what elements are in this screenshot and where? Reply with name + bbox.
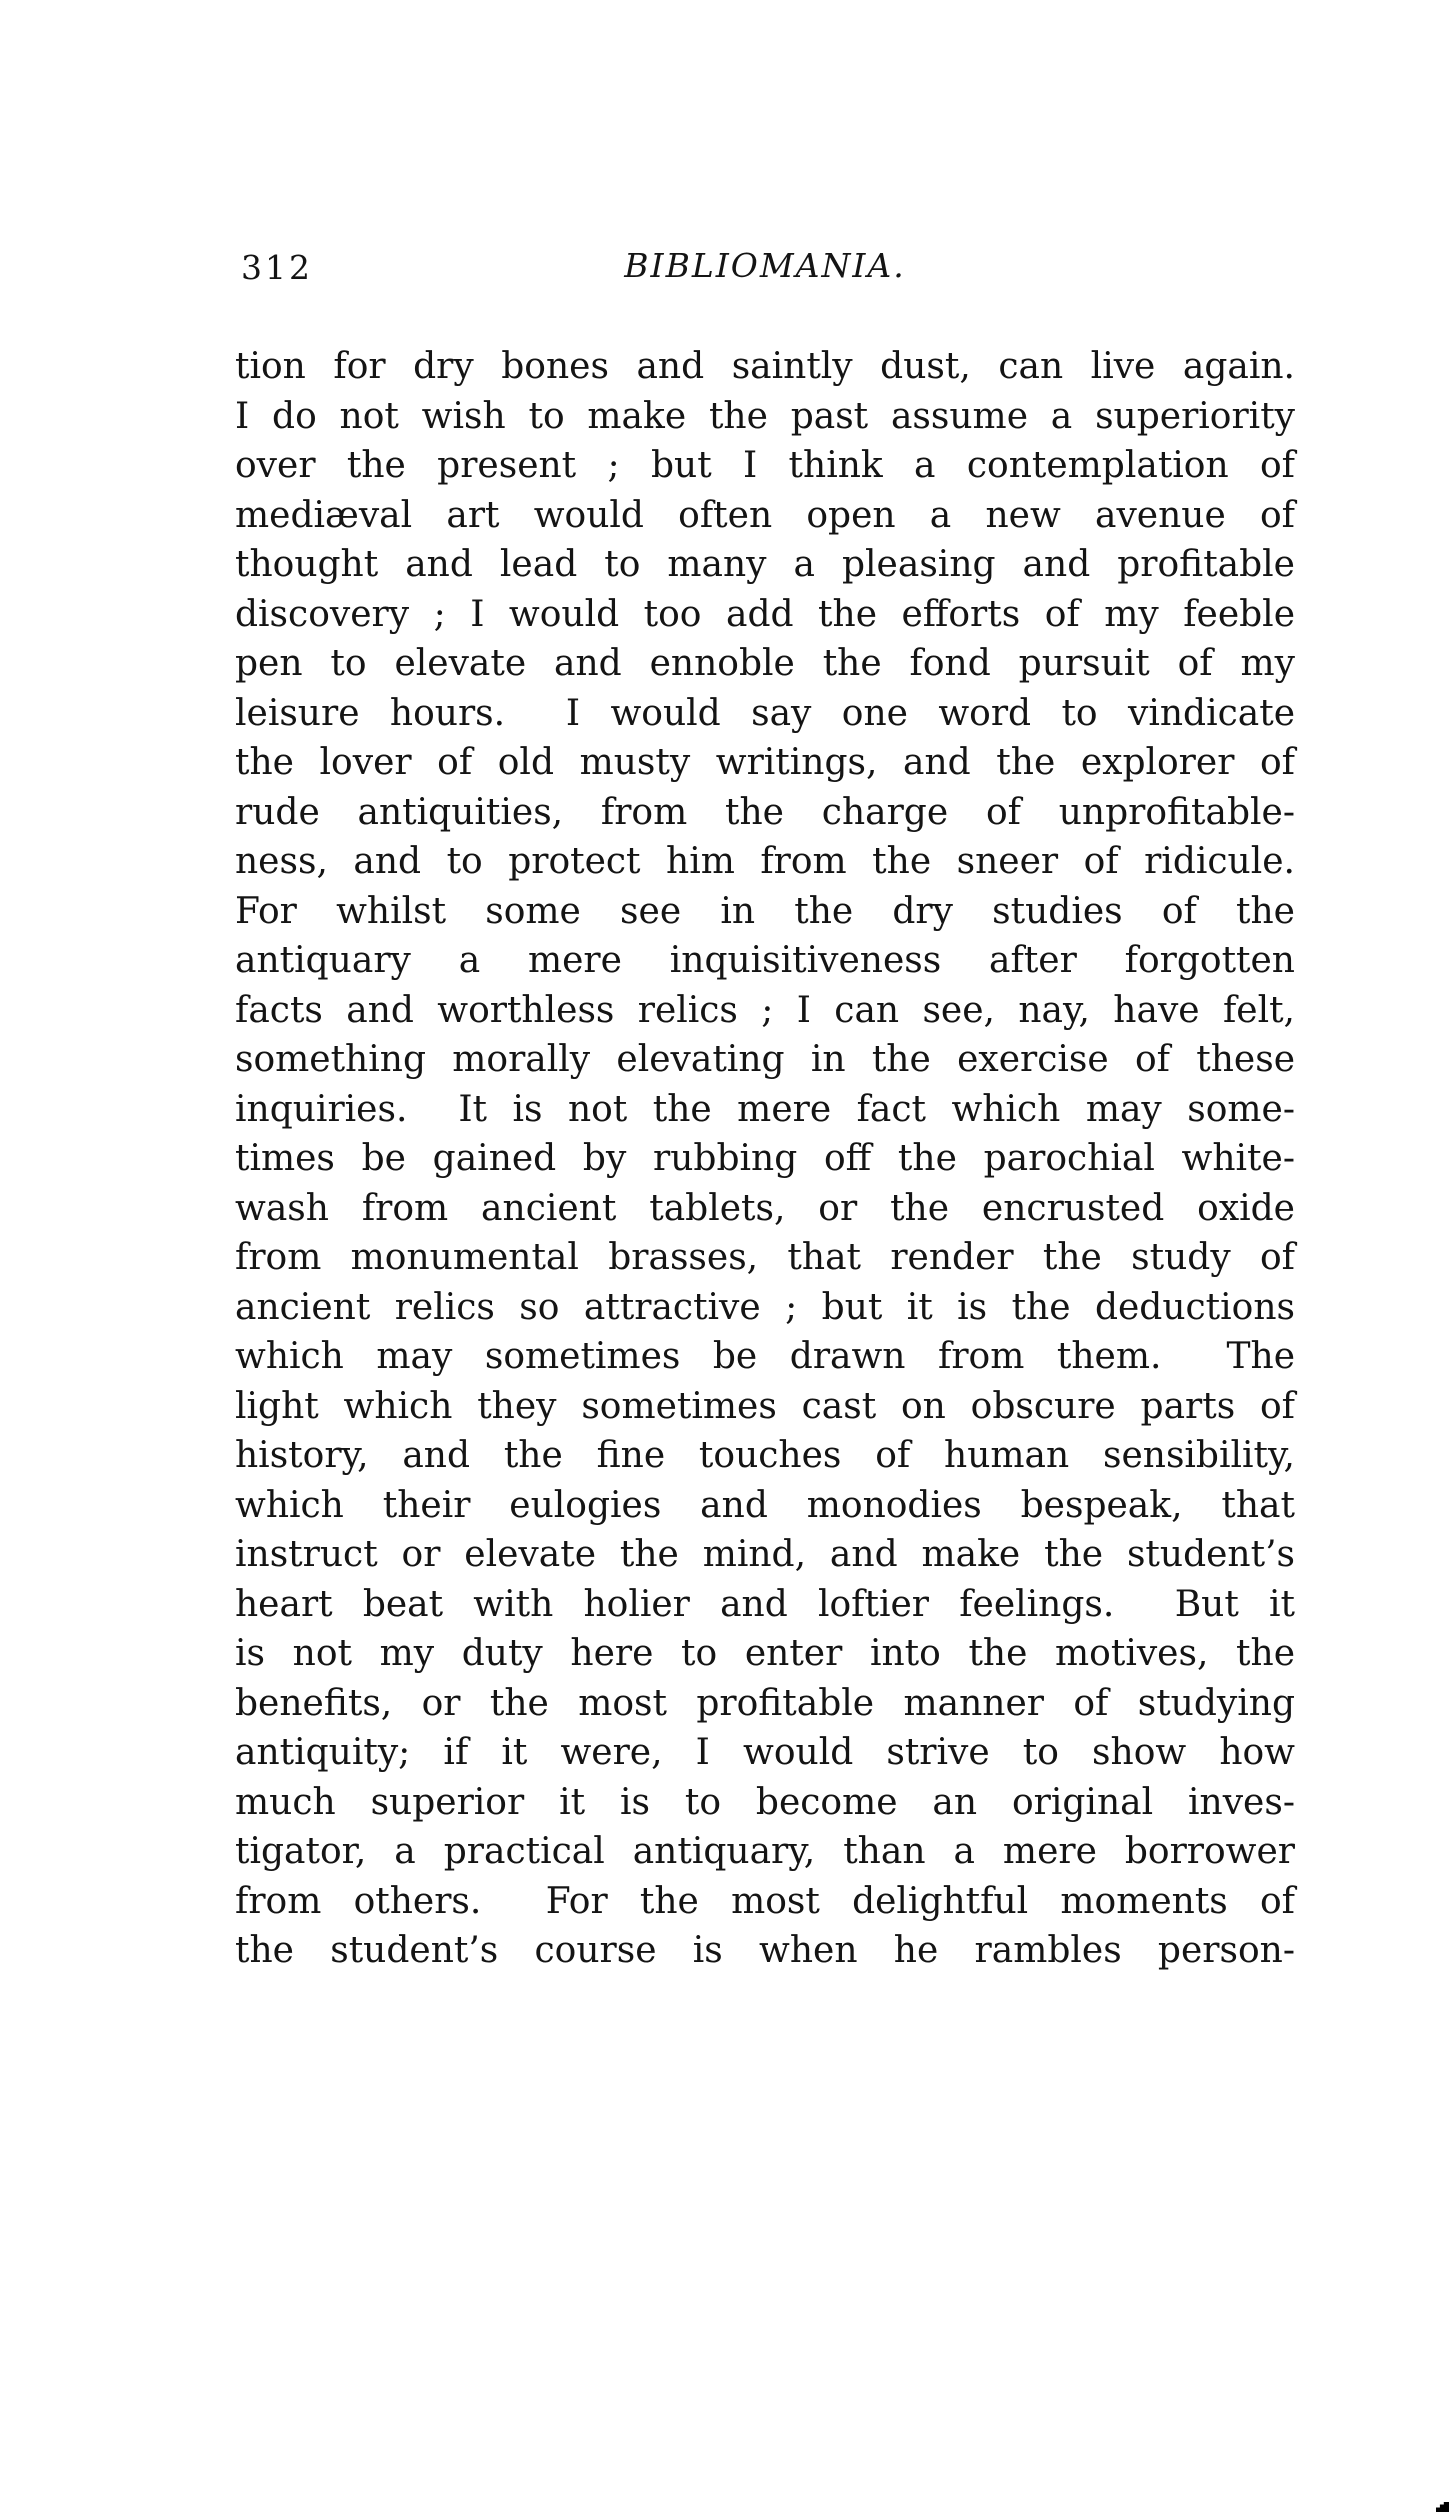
text-line: ancient relics so attractive ; but it is the deductions bbox=[235, 1286, 1295, 1328]
text-line: tion for dry bones and saintly dust, can live again. bbox=[235, 346, 1295, 387]
text-line: the lover of old musty writings, and the explorer of bbox=[235, 742, 1295, 783]
text-line: tigator, a practical antiquary, than a mere borrower bbox=[235, 1831, 1295, 1872]
text-line: heart beat with holier and loftier feelings. But it bbox=[235, 1583, 1295, 1625]
page-header bbox=[235, 246, 1295, 292]
text-line: times be gained by rubbing off the parochial white- bbox=[235, 1138, 1295, 1179]
text-line: light which they sometimes cast on obscure parts of bbox=[235, 1385, 1295, 1427]
text-line: which their eulogies and monodies bespeak, that bbox=[235, 1484, 1295, 1526]
text-line: much superior it is to become an original inves- bbox=[235, 1781, 1295, 1823]
text-line: ness, and to protect him from the sneer of ridicule. bbox=[235, 841, 1295, 882]
text-line: rude antiquities, from the charge of unprofitable- bbox=[235, 791, 1295, 833]
page-number: 312 bbox=[241, 248, 313, 287]
text-line: For whilst some see in the dry studies of the bbox=[235, 890, 1295, 932]
text-line: mediæval art would often open a new avenue of bbox=[235, 494, 1295, 536]
text-line: from monumental brasses, that render the study of bbox=[235, 1237, 1295, 1278]
text-line: leisure hours. I would say one word to vindicate bbox=[235, 692, 1295, 734]
text-line: history, and the fine touches of human sensibility, bbox=[235, 1435, 1295, 1476]
text-line: the student’s course is when he rambles person- bbox=[235, 1930, 1295, 1971]
text-line: pen to elevate and ennoble the fond pursuit of my bbox=[235, 643, 1295, 684]
text-line: facts and worthless relics ; I can see, nay, have felt, bbox=[235, 989, 1295, 1031]
text-line: I do not wish to make the past assume a superiority bbox=[235, 395, 1295, 437]
text-line: thought and lead to many a pleasing and profitable bbox=[235, 544, 1295, 585]
text-line: wash from ancient tablets, or the encrusted oxide bbox=[235, 1187, 1295, 1229]
text-line: from others. For the most delightful moments of bbox=[235, 1880, 1295, 1922]
text-line: benefits, or the most profitable manner of studying bbox=[235, 1682, 1295, 1724]
text-line: inquiries. It is not the mere fact which may some- bbox=[235, 1088, 1295, 1130]
text-line: instruct or elevate the mind, and make the student’s bbox=[235, 1534, 1295, 1575]
text-line: antiquity; if it were, I would strive to show how bbox=[235, 1732, 1295, 1773]
text-line: something morally elevating in the exercise of these bbox=[235, 1039, 1295, 1080]
body-text bbox=[235, 342, 1295, 1976]
text-line: which may sometimes be drawn from them. The bbox=[235, 1336, 1295, 1377]
text-line: over the present ; but I think a contemplation of bbox=[235, 445, 1295, 486]
text-line: antiquary a mere inquisitiveness after forgotten bbox=[235, 940, 1295, 981]
text-line: discovery ; I would too add the efforts of my feeble bbox=[235, 593, 1295, 635]
running-title: BIBLIOMANIA. bbox=[624, 246, 906, 285]
scan-blemish bbox=[1436, 2502, 1449, 2512]
text-line: is not my duty here to enter into the motives, the bbox=[235, 1633, 1295, 1674]
